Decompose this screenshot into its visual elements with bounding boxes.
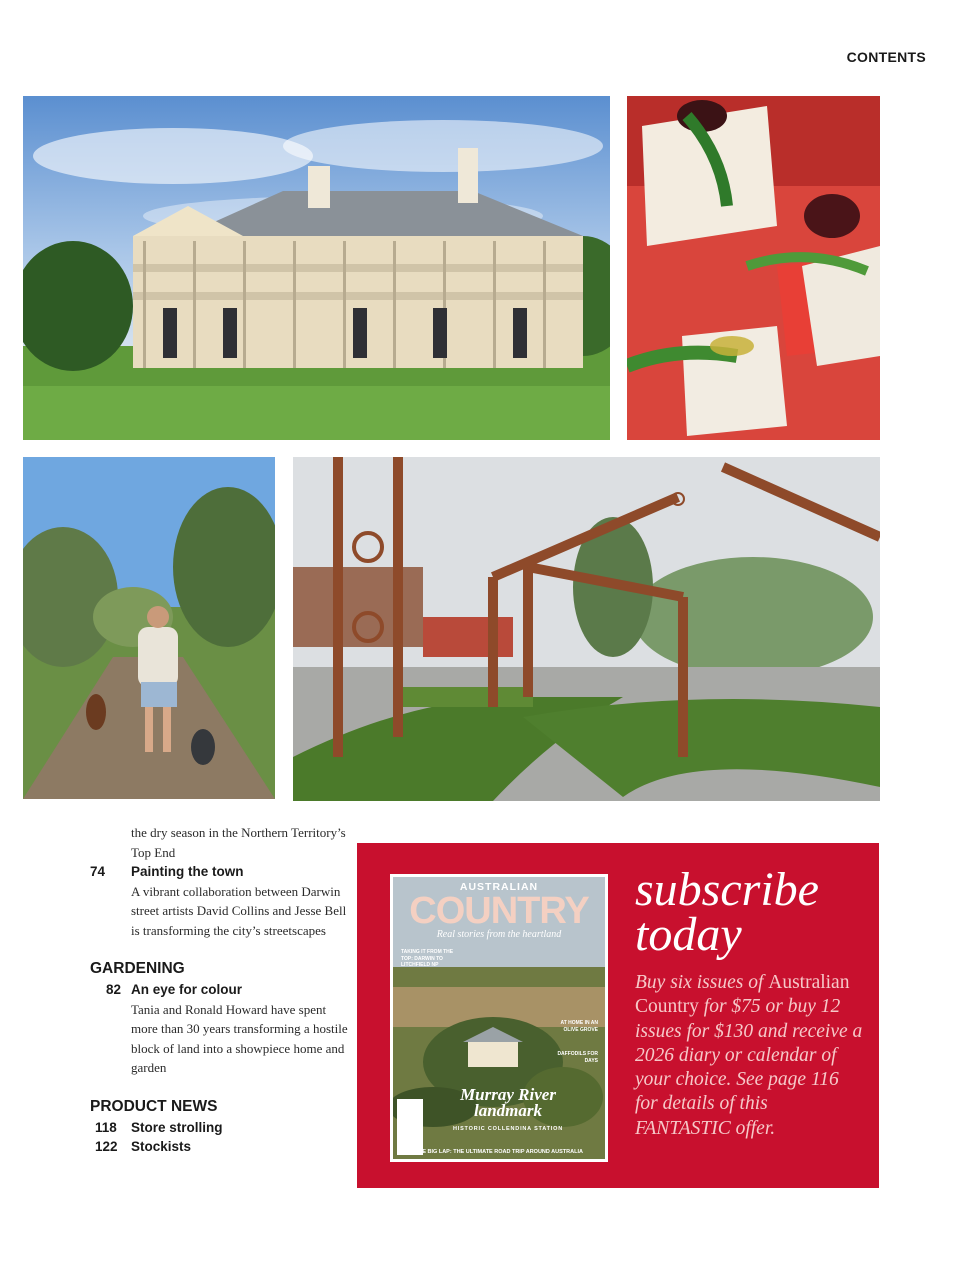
garden-arches-photo bbox=[293, 457, 880, 801]
entry-title: Painting the town bbox=[131, 864, 244, 879]
section-heading-product-news: PRODUCT NEWS bbox=[90, 1097, 218, 1115]
toc-entry-74[interactable] bbox=[90, 862, 350, 882]
entry-desc: A vibrant collaboration between Darwin street artists David Collins and Jesse Bell is transforming the city’s streetscapes bbox=[131, 883, 347, 938]
page-number: 82 bbox=[105, 982, 121, 997]
cover-feature-sub: HISTORIC COLLENDINA STATION bbox=[452, 1126, 563, 1132]
page-number: 118 bbox=[95, 1119, 117, 1135]
feta-watermelon-photo bbox=[627, 96, 880, 440]
cover-masthead-top: AUSTRALIAN bbox=[459, 881, 539, 893]
cover-footer: THE BIG LAP: THE ULTIMATE ROAD TRIP AROUND AUSTRALIA bbox=[415, 1149, 583, 1155]
cover-tagline: Real stories from the heartland bbox=[436, 929, 562, 940]
toc-entry-82[interactable] bbox=[90, 980, 350, 1000]
entry-title: Stockists bbox=[131, 1139, 192, 1154]
cover-line: AT HOME IN AN OLIVE GROVE bbox=[560, 1020, 598, 1033]
toc-entry-118[interactable] bbox=[90, 1118, 350, 1138]
entry-title: An eye for colour bbox=[131, 982, 243, 997]
homestead-photo bbox=[23, 96, 610, 440]
promo-offer-text: Buy six issues of Australian Country for $75 or buy 12 issues for $130 and receive a 2026 diary or calendar of your choice. See page 116 for details of this FANTASTIC offer. bbox=[635, 972, 863, 1139]
barcode-icon bbox=[397, 1099, 423, 1155]
subscribe-promo[interactable] bbox=[357, 843, 879, 1188]
cover-masthead: COUNTRY bbox=[409, 890, 589, 932]
toc-entry-122[interactable] bbox=[90, 1137, 350, 1157]
magazine-cover bbox=[390, 874, 608, 1162]
entry-title: Store strolling bbox=[131, 1119, 223, 1135]
page-number: 122 bbox=[95, 1139, 118, 1154]
cover-line: DAFFODILS FOR DAYS bbox=[557, 1051, 598, 1064]
woman-walking-dogs-photo bbox=[23, 457, 275, 799]
page-number: 74 bbox=[90, 864, 106, 879]
continued-desc: the dry season in the Northern Territory’s Top End bbox=[131, 825, 346, 860]
section-heading-gardening: GARDENING bbox=[90, 960, 185, 977]
entry-desc: Tania and Ronald Howard have spent more than 30 years transforming a hostile block of land into a showpiece home and garden bbox=[131, 1001, 348, 1075]
cover-feature: Murray River landmark bbox=[460, 1085, 556, 1120]
toc-column bbox=[90, 823, 350, 1157]
promo-headline: subscribe today bbox=[635, 863, 819, 961]
cover-line: TAKING IT FROM THE TOP: DARWIN TO LITCHFIELD NP bbox=[401, 949, 454, 968]
section-tag: CONTENTS bbox=[846, 49, 926, 65]
